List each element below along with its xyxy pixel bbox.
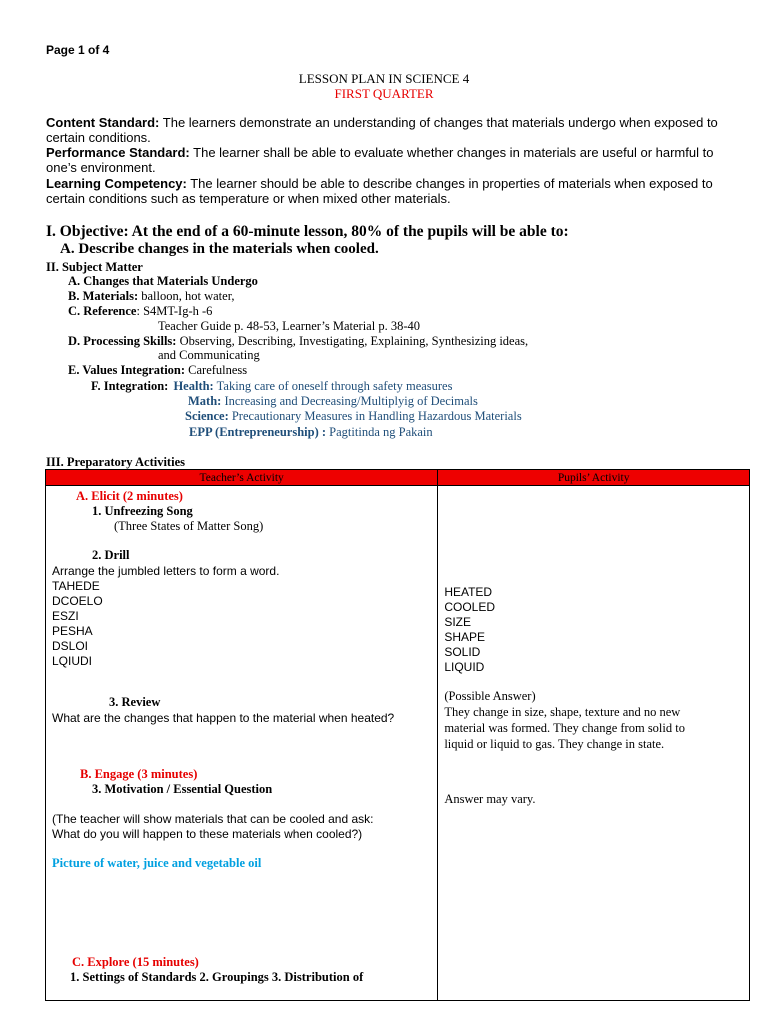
teacher-show-line-2: What do you will happen to these materials when cooled?) (52, 827, 363, 841)
health-label: Health: (173, 379, 214, 393)
epp-label: EPP (Entrepreneurship) : (189, 425, 327, 439)
list-item: DCOELO (52, 594, 103, 608)
list-item: SIZE (444, 615, 471, 629)
list-item: SOLID (444, 645, 481, 659)
subject-item-b (68, 289, 234, 304)
motivation-heading: 3. Motivation / Essential Question (92, 782, 273, 796)
list-item: liquid or liquid to gas. They change in state. (444, 737, 665, 751)
engage-heading: B. Engage (3 minutes) (80, 767, 198, 781)
list-item: They change in size, shape, texture and no new (444, 705, 681, 719)
list-item: material was formed. They change from solid to (444, 721, 685, 735)
learning-competency (46, 176, 726, 206)
processing-skills-text: Observing, Describing, Investigating, Explaining, Synthesizing ideas, (176, 334, 529, 348)
list-item: COOLED (444, 600, 495, 614)
review-question: What are the changes that happen to the material when heated? (52, 711, 395, 725)
reference-label: C. Reference (68, 304, 137, 318)
objective-text: At the end of a 60-minute lesson, 80% of the pupils will be able to: (128, 223, 569, 240)
drill-heading: 2. Drill (92, 548, 130, 562)
possible-answer-label: (Possible Answer) (444, 689, 536, 703)
learning-competency-label: Learning Competency: (46, 176, 187, 191)
table-body-row (46, 486, 750, 1001)
values-label: E. Values Integration: (68, 363, 186, 377)
list-item: PESHA (52, 624, 93, 638)
materials-text: balloon, hot water, (138, 289, 235, 303)
math-label: Math: (188, 394, 222, 408)
elicit-heading: A. Elicit (2 minutes) (76, 489, 183, 503)
processing-skills-label: D. Processing Skills: (68, 334, 177, 348)
pupils-activity-cell (438, 486, 750, 1001)
answer-list (444, 585, 495, 675)
song-title: (Three States of Matter Song) (114, 519, 264, 533)
math-text: Increasing and Decreasing/Multiplyig of Decimals (221, 394, 478, 408)
performance-standard-label: Performance Standard: (46, 145, 190, 160)
list-item: TAHEDE (52, 579, 100, 593)
reference-text: : S4MT-Ig-h -6 (136, 304, 213, 318)
teacher-activity-header: Teacher’s Activity (46, 470, 438, 486)
pupils-activity-header: Pupils’ Activity (438, 470, 750, 486)
possible-answer-text (444, 704, 685, 752)
list-item: LIQUID (444, 660, 485, 674)
preparatory-heading: III. Preparatory Activities (46, 455, 185, 469)
jumbled-word-list (52, 579, 103, 669)
quarter-heading: FIRST QUARTER (334, 86, 434, 101)
objective (46, 223, 569, 241)
materials-label: B. Materials: (68, 289, 139, 303)
teacher-activity-cell (46, 486, 438, 1001)
picture-note: Picture of water, juice and vegetable oil (52, 856, 262, 870)
integration-label: F. Integration: (91, 379, 169, 393)
integration-science (185, 409, 522, 424)
explore-heading: C. Explore (15 minutes) (72, 955, 199, 969)
epp-text: Pagtitinda ng Pakain (326, 425, 433, 439)
subject-item-d (68, 334, 528, 349)
objective-label: I. Objective: (46, 223, 129, 240)
list-item: ESZI (52, 609, 79, 623)
page-number: Page 1 of 4 (46, 43, 110, 57)
drill-instruction: Arrange the jumbled letters to form a word. (52, 564, 280, 578)
integration-math (188, 394, 478, 409)
integration-epp (189, 425, 433, 440)
subject-item-f (91, 379, 452, 394)
teacher-show-line-1: (The teacher will show materials that can be cooled and ask: (52, 812, 374, 826)
learning-competency-text: The learner should be able to describe changes in properties of materials when exposed to certain conditions such as temperature or when mixed other materials. (46, 176, 713, 206)
science-label: Science: (185, 409, 229, 423)
content-standard-label: Content Standard: (46, 115, 160, 130)
subject-matter-heading: II. Subject Matter (46, 260, 143, 274)
processing-skills-text-2: and Communicating (158, 348, 260, 362)
table-header-row (46, 470, 750, 486)
review-heading: 3. Review (109, 695, 161, 709)
list-item: DSLOI (52, 639, 89, 653)
document-title: LESSON PLAN IN SCIENCE 4 (298, 71, 470, 86)
objective-item-a: A. Describe changes in the materials when cooled. (60, 241, 379, 257)
subject-item-a: A. Changes that Materials Undergo (68, 274, 258, 288)
reference-text-2: Teacher Guide p. 48-53, Learner’s Material p. 38-40 (158, 319, 420, 333)
content-standard-text: The learners demonstrate an understanding of changes that materials undergo when exposed to certain conditions. (46, 115, 718, 145)
list-item: SHAPE (444, 630, 485, 644)
unfreezing-song: 1. Unfreezing Song (92, 504, 193, 518)
list-item: LQIUDI (52, 654, 93, 668)
subject-item-c (68, 304, 212, 319)
performance-standard-text: The learner shall be able to evaluate whether changes in materials are useful or harmful to one’s environment. (46, 145, 714, 175)
subject-item-e (68, 363, 247, 378)
performance-standard (46, 145, 726, 175)
science-text: Precautionary Measures in Handling Hazardous Materials (228, 409, 522, 423)
list-item: HEATED (444, 585, 493, 599)
answer-may-vary: Answer may vary. (444, 792, 536, 806)
content-standard (46, 115, 726, 145)
activity-table (45, 469, 750, 1001)
health-text: Taking care of oneself through safety measures (213, 379, 453, 393)
settings-line: 1. Settings of Standards 2. Groupings 3. Distribution of (70, 970, 364, 984)
values-text: Carefulness (185, 363, 248, 377)
